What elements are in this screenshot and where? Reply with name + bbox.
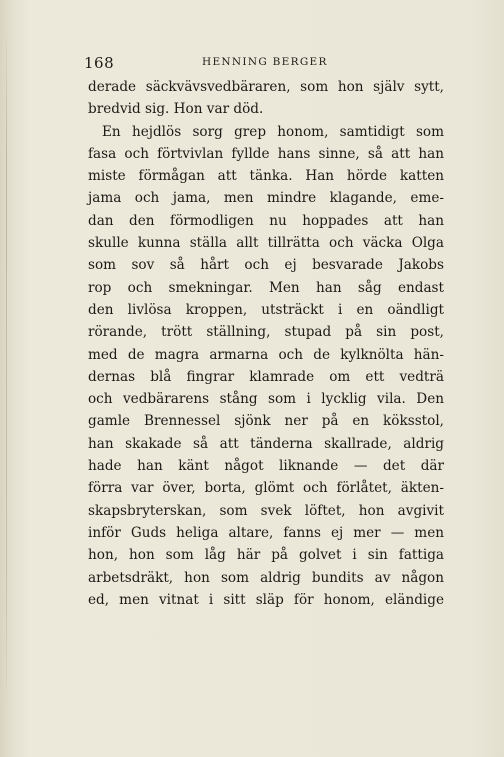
body-text	[88, 76, 444, 611]
text-line: skulle kunna ställa allt tillrätta och väcka Olga	[88, 235, 444, 252]
text-line: han skakade så att tänderna skallrade, aldrig	[88, 435, 444, 452]
text-line: inför Guds heliga altare, fanns ej mer — men	[88, 524, 444, 541]
text-line: rörande, trött ställning, stupad på sin post,	[88, 324, 444, 341]
text-line: förra var över, borta, glömt och förlåtet, äkten-	[88, 480, 444, 497]
text-line: jama och jama, men mindre klagande, eme-	[88, 190, 444, 207]
text-line: derade säckvävsvedbäraren, som hon själv sytt,	[88, 79, 444, 95]
text-line: hade han känt något liknande — det där	[88, 458, 444, 475]
text-line: gamle Brennessel sjönk ner på en köksstol,	[88, 413, 444, 430]
text-line: och vedbärarens stång som i lycklig vila. Den	[88, 391, 444, 408]
text-line: fasa och förtvivlan fyllde hans sinne, så att han	[88, 145, 444, 162]
binding-gutter	[6, 20, 7, 720]
text-line: dernas blå fingrar klamrade om ett vedträ	[88, 368, 444, 385]
page-number: 168	[84, 54, 115, 72]
text-line: som sov så hårt och ej besvarade Jakobs	[88, 257, 444, 274]
text-line: bredvid sig. Hon var död.	[88, 101, 264, 118]
text-line: ed, men vitnat i sitt släp för honom, eländige	[88, 591, 444, 608]
running-head: HENNING BERGER	[202, 56, 328, 68]
text-line: miste förmågan att tänka. Han hörde katten	[88, 168, 444, 185]
text-line: En hejdlös sorg grep honom, samtidigt som	[102, 123, 444, 140]
text-line: skapsbryterskan, som svek löftet, hon avgivit	[88, 502, 444, 519]
page-header	[84, 54, 444, 70]
text-line: rop och smekningar. Men han såg endast	[88, 279, 444, 296]
text-line: hon, hon som låg här på golvet i sin fattiga	[88, 547, 444, 564]
text-line: dan den förmodligen nu hoppades att han	[88, 212, 444, 229]
text-line: med de magra armarna och de kylknölta hän-	[88, 346, 444, 363]
text-line: arbetsdräkt, hon som aldrig bundits av någon	[88, 569, 444, 586]
text-line: den livlösa kroppen, utsträckt i en oändligt	[88, 301, 444, 318]
